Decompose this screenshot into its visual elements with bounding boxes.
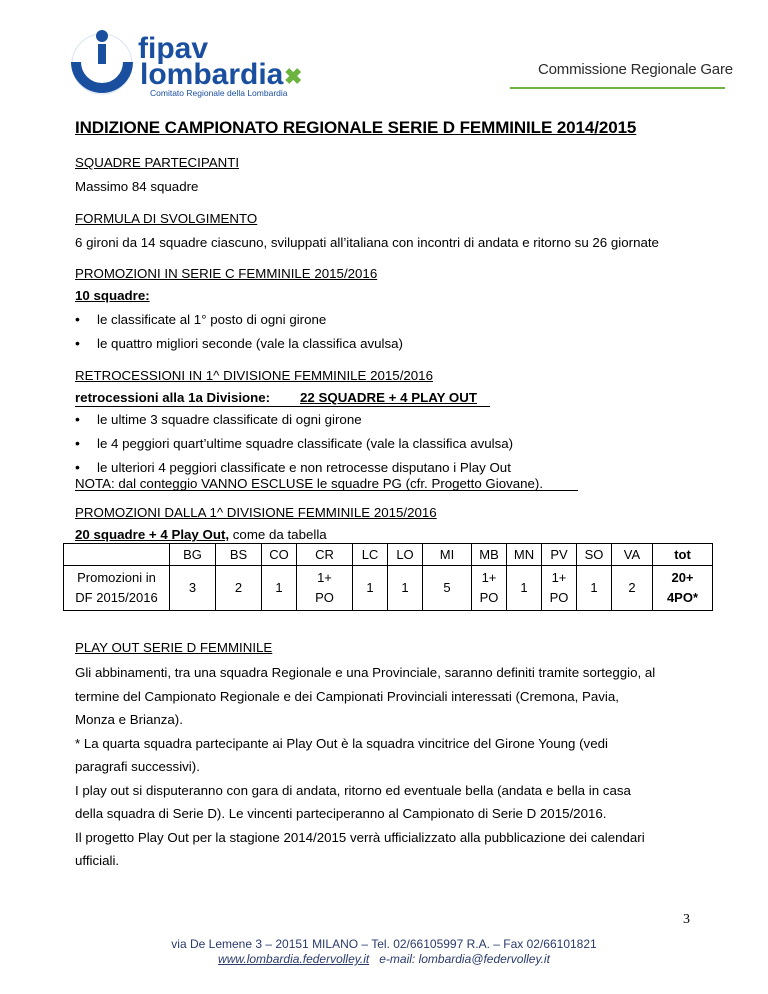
table-cell (542, 566, 577, 611)
footer-website-link[interactable]: www.lombardia.federvolley.it (218, 952, 370, 966)
table-header-cell: BS (216, 544, 262, 566)
footer-email-link[interactable]: e-mail: lombardia@federvolley.it (379, 952, 550, 966)
playout-line: Monza e Brianza). (75, 712, 183, 727)
table-header-row (64, 544, 713, 566)
cell-line: 4PO* (666, 590, 699, 605)
sub-retrocessioni-left: retrocessioni alla 1a Divisione: (75, 390, 271, 405)
cell-line: PO (315, 590, 334, 605)
logo-x-mark: ✖ (284, 64, 303, 89)
footer-address: via De Lemene 3 – 20151 MILANO – Tel. 02/66105997 R.A. – Fax 02/66101821 (171, 937, 597, 951)
sub-retrocessioni-right: 22 SQUADRE + 4 PLAY OUT (300, 390, 477, 405)
heading-retrocessioni: RETROCESSIONI IN 1^ DIVISIONE FEMMINILE 2015/2016 (75, 368, 433, 383)
table-cell: 1 (507, 566, 542, 611)
table-cell: 2 (612, 566, 653, 611)
cell-line: 1+ (551, 570, 567, 585)
table-header-cell: MN (507, 544, 542, 566)
sub-promozioni-c: 10 squadre: (75, 288, 150, 303)
cell-line: PO (479, 590, 499, 605)
playout-line: * La quarta squadra partecipante ai Play Out è la squadra vincitrice del Girone Young (vedi (75, 735, 608, 751)
row-label-line2: DF 2015/2016 (75, 590, 158, 605)
table-cell: 1 (388, 566, 423, 611)
sub-promozioni-divisione-bold: 20 squadre + 4 Play Out, (75, 527, 230, 542)
table-header-cell: BG (170, 544, 216, 566)
playout-line: ufficiali. (75, 853, 120, 868)
playout-line: paragrafi successivi). (75, 759, 200, 774)
table-header-cell: tot (653, 544, 713, 566)
table-header-cell: LC (353, 544, 388, 566)
table-cell-total (653, 566, 713, 611)
table-cell: 2 (216, 566, 262, 611)
heading-playout: PLAY OUT SERIE D FEMMINILE (75, 640, 273, 655)
sub-promozioni-divisione-rest: come da tabella (229, 527, 327, 542)
table-cell: 3 (170, 566, 216, 611)
crg-underline (510, 87, 725, 89)
table-row (64, 566, 713, 611)
logo-lombardia-text: lombardia (140, 58, 284, 91)
playout-line: Il progetto Play Out per la stagione 2014/2015 verrà ufficializzato alla pubblicazione dei calendari (75, 829, 645, 845)
table-cell (297, 566, 353, 611)
promozioni-table (63, 543, 713, 611)
table-cell: 1 (353, 566, 388, 611)
footer (0, 937, 768, 967)
table-cell (472, 566, 507, 611)
cell-line: PO (549, 590, 569, 605)
playout-line: Gli abbinamenti, tra una squadra Regionale e una Provinciale, saranno definiti tramite sorteggio, al (75, 665, 656, 680)
commissione-regionale-gare-mark (510, 55, 740, 95)
cell-line: 20+ (671, 570, 694, 585)
heading-promozioni-c: PROMOZIONI IN SERIE C FEMMINILE 2015/2016 (75, 266, 378, 281)
table-cell: 1 (577, 566, 612, 611)
cell-line: 1+ (481, 570, 497, 585)
text-squadre: Massimo 84 squadre (75, 179, 199, 194)
table-header-cell: LO (388, 544, 423, 566)
heading-promozioni-divisione: PROMOZIONI DALLA 1^ DIVISIONE FEMMINILE 2015/2016 (75, 505, 437, 520)
heading-squadre: SQUADRE PARTECIPANTI (75, 155, 240, 170)
playout-line: termine del Campionato Regionale e dei Campionati Provinciali interessati (Cremona, Pavia, (75, 688, 619, 704)
table-row-label (64, 566, 170, 611)
heading-formula: FORMULA DI SVOLGIMENTO (75, 211, 258, 226)
playout-paragraph (75, 661, 695, 873)
sub-promozioni-divisione (75, 527, 327, 542)
bullet-promozioni-c-2: • le quattro migliori seconde (vale la classifica avulsa) (97, 336, 403, 351)
fipav-lombardia-logo (70, 22, 310, 102)
fipav-logo-graphic (70, 22, 310, 102)
nota-retrocessioni: NOTA: dal conteggio VANNO ESCLUSE le squadre PG (cfr. Progetto Giovane). (75, 476, 544, 491)
page-title: INDIZIONE CAMPIONATO REGIONALE SERIE D FEMMINILE 2014/2015 (75, 118, 637, 137)
bullet-retrocessioni-2: • le 4 peggiori quart’ultime squadre classificate (vale la classifica avulsa) (97, 436, 513, 451)
bullet-retrocessioni-1: • le ultime 3 squadre classificate di ogni girone (97, 412, 362, 427)
table-cell: 5 (423, 566, 472, 611)
table-header-cell: CO (262, 544, 297, 566)
crg-text: Commissione Regionale Gare (538, 61, 733, 78)
bullet-promozioni-c-1: • le classificate al 1° posto di ogni girone (97, 312, 326, 327)
text-formula: 6 gironi da 14 squadre ciascuno, sviluppati all’italiana con incontri di andata e ritorno su 26 giornate (75, 235, 659, 250)
page-number: 3 (683, 912, 690, 927)
table-header-cell: VA (612, 544, 653, 566)
playout-line: I play out si disputeranno con gara di andata, ritorno ed eventuale bella (andata e bella in casa (75, 782, 631, 798)
row-label-line1: Promozioni in (77, 570, 156, 585)
table-cell: 1 (262, 566, 297, 611)
logo-fipav-text: fipav (138, 32, 209, 65)
footer-contacts (0, 952, 768, 967)
table-header-cell: MI (423, 544, 472, 566)
table-header-cell: MB (472, 544, 507, 566)
cell-line: 1+ (317, 570, 332, 585)
bullet-retrocessioni-3: • le ulteriori 4 peggiori classificate e non retrocesse disputano i Play Out (97, 460, 511, 475)
table-header-cell: CR (297, 544, 353, 566)
playout-line: della squadra di Serie D). Le vincenti parteciperanno al Campionato di Serie D 2015/2016. (75, 806, 607, 821)
table-header-cell: SO (577, 544, 612, 566)
table-header-cell (64, 544, 170, 566)
logo-subtitle: Comitato Regionale della Lombardia (150, 88, 288, 98)
table-header-cell: PV (542, 544, 577, 566)
